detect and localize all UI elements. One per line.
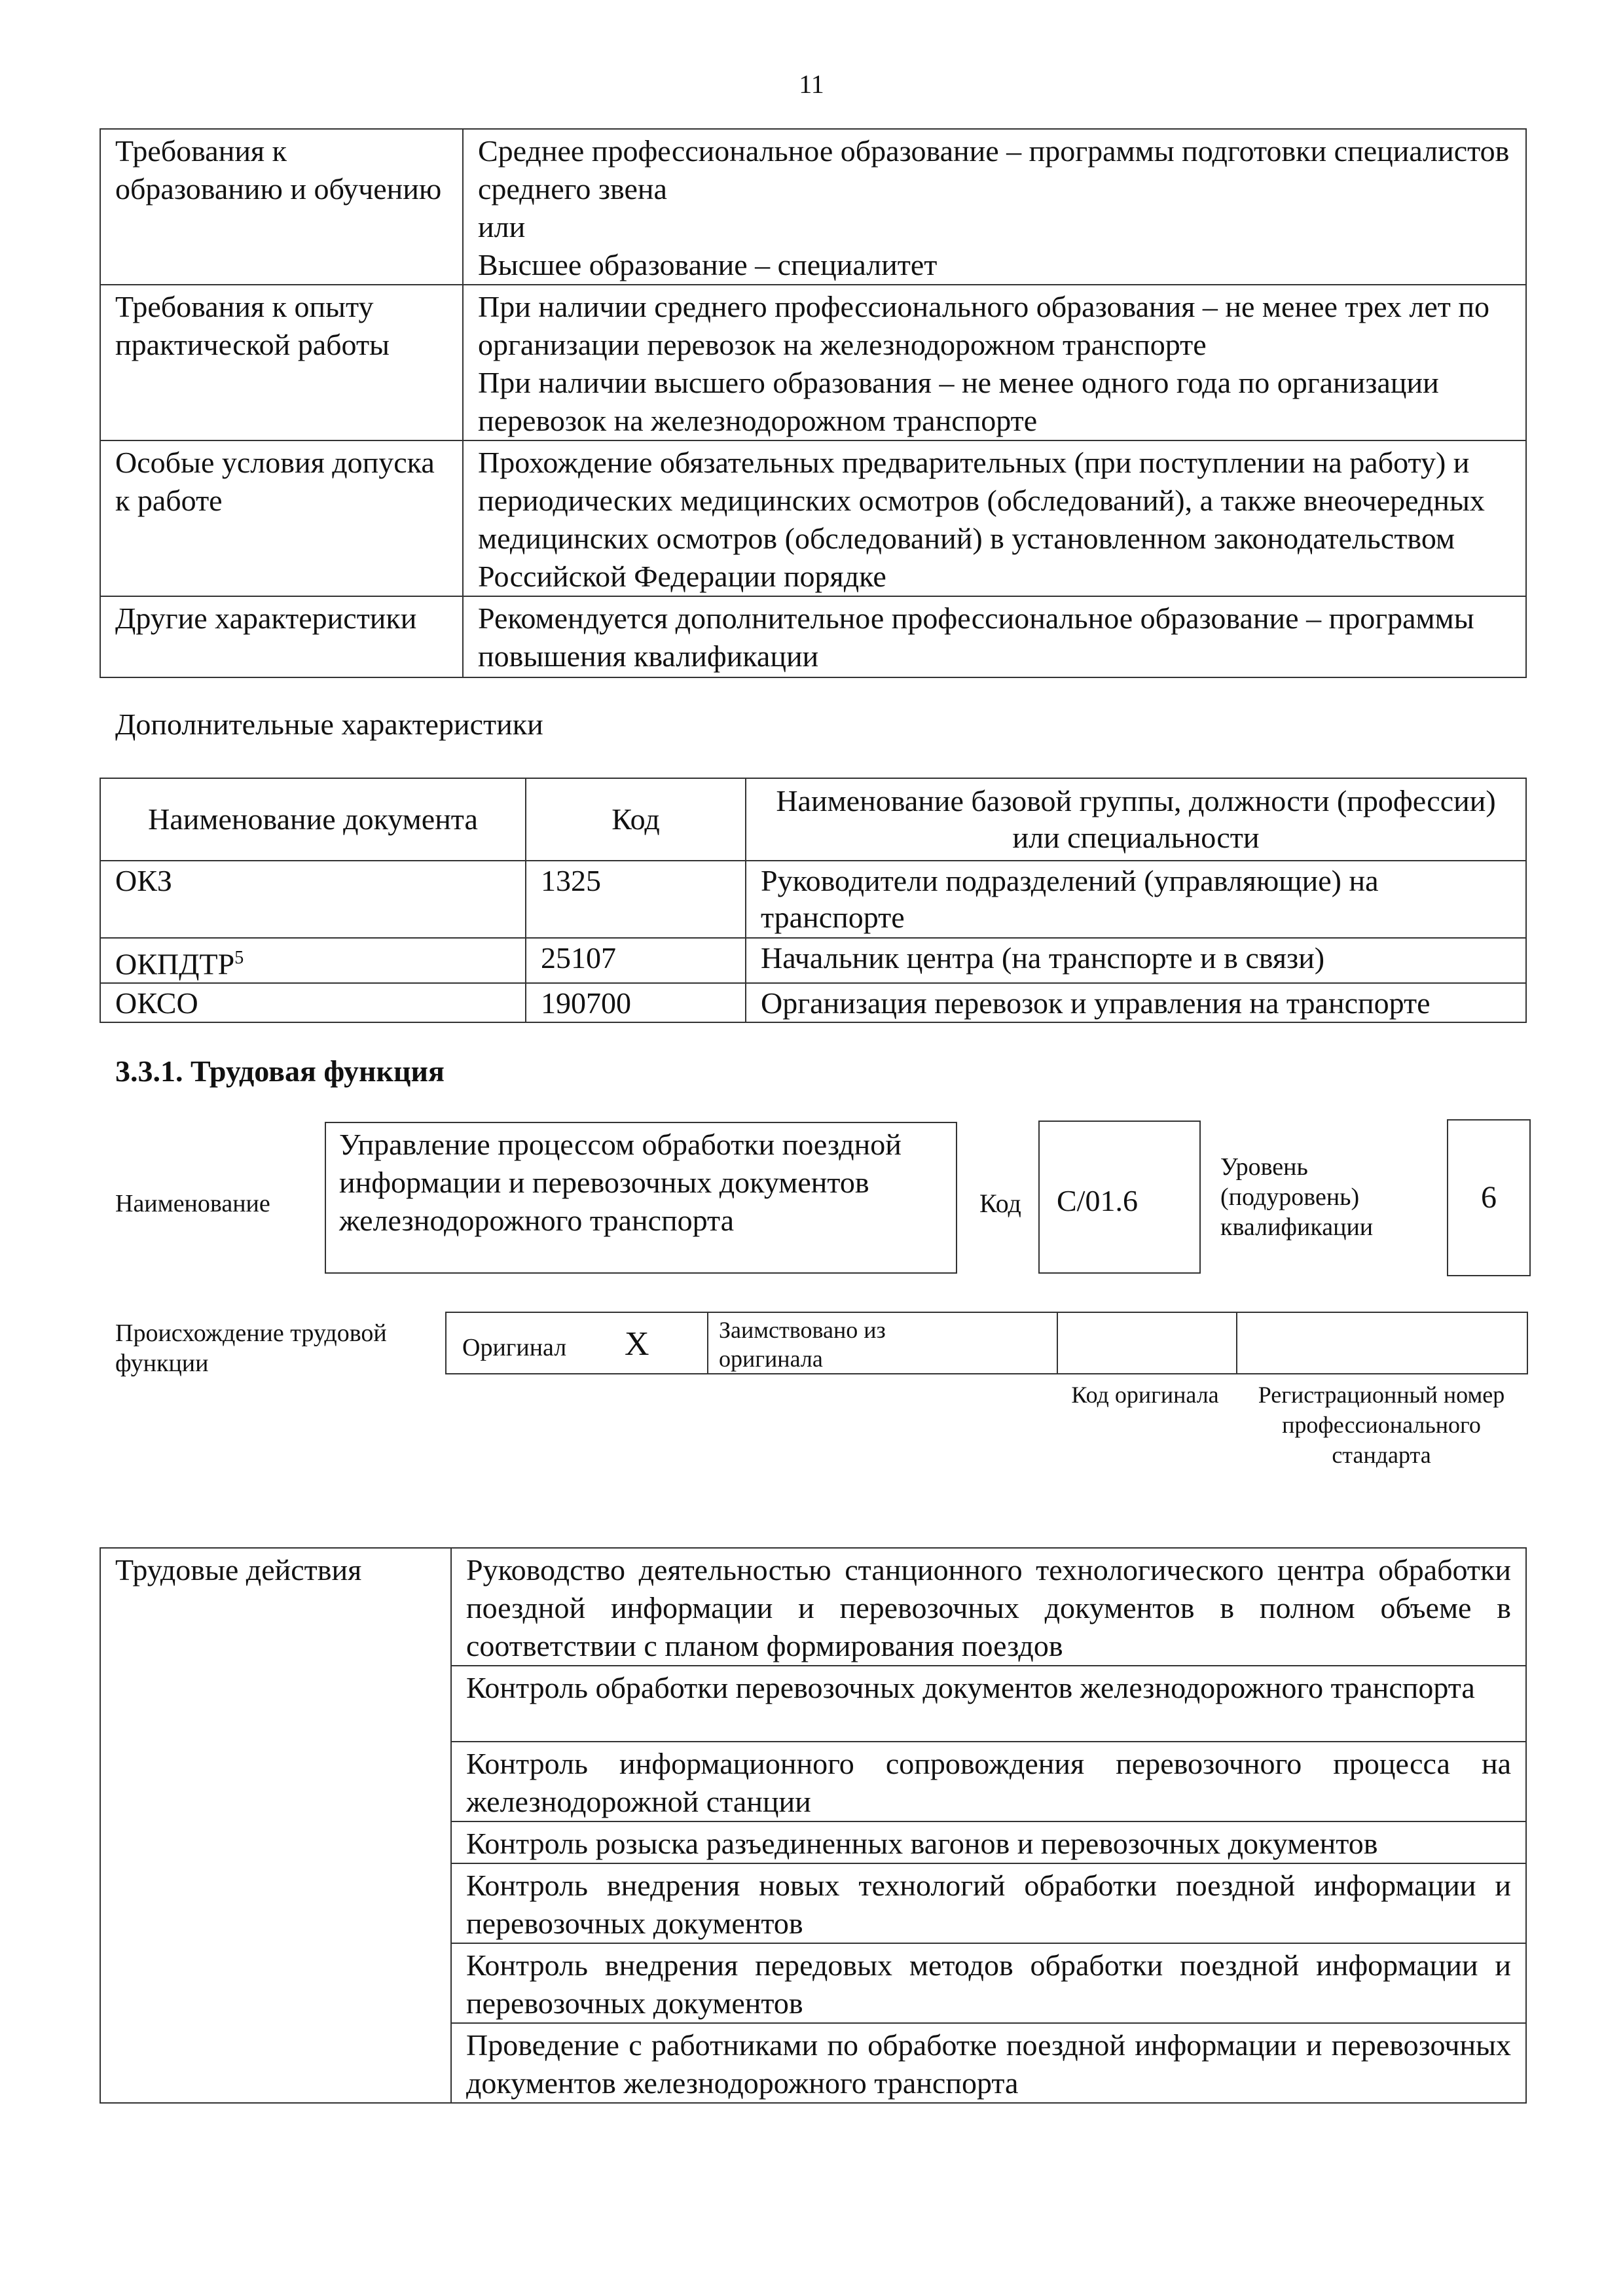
footnote-mark: 5 (234, 948, 244, 968)
cell-code: 1325 (526, 861, 746, 938)
col-header-doc: Наименование документа (100, 778, 526, 861)
action-item: Руководство деятельностью станционного технологического центра обработки поездной информации и перевозочных документов в полном объеме в соответствии с планом формирования поездов (451, 1548, 1526, 1666)
original-label: Оригинал (462, 1334, 567, 1361)
borrowed-label: Заимствовано из оригинала (719, 1317, 886, 1372)
action-item: Проведение с работниками по обработке поездной информации и перевозочных документов железнодорожного транспорта (451, 2023, 1526, 2103)
table-row (100, 983, 1526, 1022)
section-heading: 3.3.1. Трудовая функция (115, 1054, 445, 1088)
cell-name: Организация перевозок и управления на транспорте (746, 983, 1526, 1022)
cell-doc: ОКСО (100, 983, 526, 1022)
divider (1236, 1313, 1237, 1373)
action-item: Контроль розыска разъединенных вагонов и перевозочных документов (451, 1821, 1526, 1863)
original-mark: X (625, 1325, 649, 1363)
action-item: Контроль внедрения новых технологий обработки поездной информации и перевозочных документов (451, 1863, 1526, 1943)
col-header-code: Код (526, 778, 746, 861)
action-item: Контроль внедрения передовых методов обработки поездной информации и перевозочных документов (451, 1943, 1526, 2023)
table-row (100, 440, 1526, 596)
code-label: Код (979, 1189, 1021, 1218)
row-label: Требования к образованию и обучению (100, 129, 463, 285)
row-label: Другие характеристики (100, 596, 463, 677)
action-item: Контроль обработки перевозочных документов железнодорожного транспорта (451, 1666, 1526, 1742)
level-label: Уровень (подуровень) квалификации (1220, 1153, 1374, 1241)
requirements-table (100, 128, 1527, 678)
table-row (100, 129, 1526, 285)
cell-doc: ОКПДТР$^5$ (100, 938, 526, 983)
row-label: Особые условия допуска к работе (100, 440, 463, 596)
cell-name: Начальник центра (на транспорте и в связи) (746, 938, 1526, 983)
row-value: Прохождение обязательных предварительных (при поступлении на работу) и периодических медицинских осмотров (обследований), а также внеочередных медицинских осмотров (обследований) в установленном законодательством Российской Федерации порядке (463, 440, 1526, 596)
cell-code: 190700 (526, 983, 746, 1022)
row-value: Рекомендуется дополнительное профессиональное образование – программы повышения квалификации (463, 596, 1526, 677)
name-label: Наименование (115, 1190, 270, 1217)
action-item: Контроль информационного сопровождения перевозочного процесса на железнодорожной станции (451, 1742, 1526, 1821)
row-value: Среднее профессиональное образование – программы подготовки специалистов среднего звена или Высшее образование – специалитет (463, 129, 1526, 285)
level-value: 6 (1447, 1119, 1531, 1276)
additional-caption: Дополнительные характеристики (115, 708, 543, 741)
actions-label: Трудовые действия (100, 1548, 451, 2103)
cell-doc: ОКЗ (100, 861, 526, 938)
reg-number-label: Регистрационный номер профессионального стандарта (1258, 1382, 1505, 1468)
actions-table (100, 1547, 1527, 2104)
code-value: C/01.6 (1038, 1121, 1201, 1274)
cell-name: Руководители подразделений (управляющие) на транспорте (746, 861, 1526, 938)
table-row (100, 285, 1526, 440)
function-name-value: Управление процессом обработки поездной информации и перевозочных документов железнодорожного транспорта (325, 1122, 957, 1274)
table-row (100, 938, 1526, 983)
additional-table (100, 778, 1527, 1023)
table-row (100, 596, 1526, 677)
divider (1057, 1313, 1058, 1373)
col-header-name: Наименование базовой группы, должности (профессии) или специальности (746, 778, 1526, 861)
table-row (100, 1548, 1526, 1666)
row-value: При наличии среднего профессионального образования – не менее трех лет по организации перевозок на железнодорожном транспорте При наличии высшего образования – не менее одного года по организации перевозок на железнодорожном транспорте (463, 285, 1526, 440)
page-number: 11 (799, 69, 824, 99)
divider (707, 1313, 708, 1373)
table-row (100, 861, 1526, 938)
table-header-row (100, 778, 1526, 861)
origin-label: Происхождение трудовой функции (115, 1319, 387, 1377)
row-label: Требования к опыту практической работы (100, 285, 463, 440)
origin-box (445, 1312, 1528, 1374)
code-original-label: Код оригинала (1071, 1382, 1219, 1408)
cell-code: 25107 (526, 938, 746, 983)
